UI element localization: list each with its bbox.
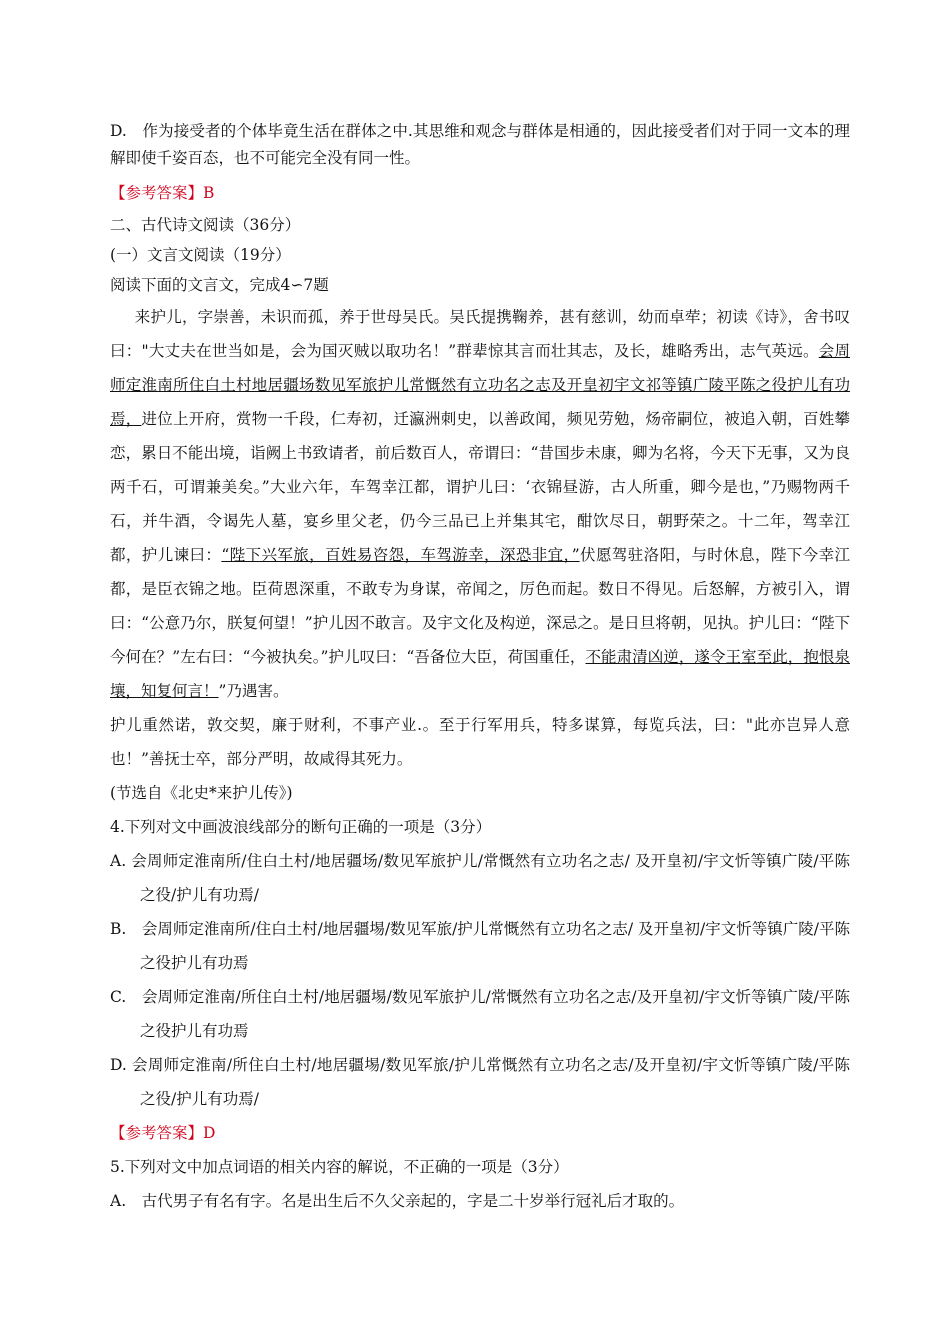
passage-paragraph-2: 护儿重然诺，敦交契，廉于财利，不事产业.。至于行军用兵，特多谋算，每览兵法，曰："此亦岂异人意也！”善抚士卒，部分严明，故咸得其死力。 [110,716,850,768]
question-5-stem: 5.下列对文中加点词语的相关内容的解说，不正确的一项是（3分） [110,1158,569,1176]
answer-value: B [203,184,215,202]
answer-line-1 [110,176,850,210]
underlined-quote: “陛下兴军旅，百姓易咨怨，车驾游幸，深恐非宜，” [221,546,580,564]
answer-value: D [203,1124,216,1142]
answer-line-2 [110,1116,850,1150]
question-4-option-d: D. 会周师定淮南/所住白土村/地居疆埸/数见军旅/护儿常慨然有立功名之志/及开皇初/宇文忻等镇广陵/平陈之役/护儿有功焉/ [110,1056,850,1108]
wavy-underlined-text: 会周师定淮南所住白土村地居疆场数见军旅护儿常慨然有立功名之志及开皇初宇文祁等镇广陵平陈之役护儿有功焉， [110,342,850,428]
question-4-option-b: B. 会周师定淮南所/住白土村/地居疆埸/数见军旅/护儿常慨然有立功名之志/ 及开皇初/宇文忻等镇广陵/平陈之役护儿有功焉 [110,920,850,972]
subsection-title: (一）文言文阅读（19分） [110,246,291,264]
passage-text: 进位上开府，赏物一千段，仁寿初，迁瀛洲刺史，以善政闻，频见劳勉，炀帝嗣位，被追入朝，百姓攀恋，累日不能出境，诣阙上书致请者，前后数百人，帝谓曰：“昔国步未康，卿为名将，今天下无事，又为良两千石，可谓兼美矣。”大业六年，车驾幸江都，谓护儿曰：‘衣锦昼游，古人所重，卿今是也，”乃赐物两千石，并牛酒，令谒先人墓，宴乡里父老，仍今三品已上并集其宅，酣饮尽日，朝野荣之。十二年，驾幸江都，护儿谏曰： [110,410,850,564]
passage-text: ”乃遇害。 [218,682,289,700]
question-4-option-a: A. 会周师定淮南所/住白土村/地居疆场/数见军旅护儿/常慨然有立功名之志/ 及开皇初/宇文忻等镇广陵/平陈之役/护儿有功焉/ [110,852,850,904]
instruction: 阅读下面的文言文，完成4∽7题 [110,276,329,294]
answer-label: 【参考答案】 [110,184,204,202]
passage-source: (节选自《北史*来护儿传》) [110,784,293,802]
passage-text: 来护儿，字崇善，未识而孤，养于世母吴氏。吴氏提携鞠养，甚有慈训，幼而卓荦；初读《诗》，舍书叹曰："大丈夫在世当如是，会为国灭贼以取功名！”群辈惊其言而壮其志，及长，雄略秀出，志气英远。 [110,308,850,360]
question-5-option-a: A. 古代男子有名有字。名是出生后不久父亲起的，字是二十岁举行冠礼后才取的。 [110,1192,685,1210]
section-title: 二、古代诗文阅读（36分） [110,216,301,234]
question-4-option-c: C. 会周师定淮南/所住白土村/地居疆埸/数见军旅护儿/常慨然有立功名之志/及开皇初/宇文忻等镇广陵/平陈之役护儿有功焉 [110,988,850,1040]
question-4-stem: 4.下列对文中画波浪线部分的断句正确的一项是（3分） [110,818,492,836]
passage-paragraph-1 [110,300,850,708]
document-page [110,118,850,1218]
answer-label: 【参考答案】 [110,1124,204,1142]
passage-text: 伏愿驾驻洛阳，与时休息，陛下今幸江都，是臣衣锦之地。臣荷恩深重，不敢专为身谋，帝闻之，厉色而起。数日不得见。后怒解，方被引入，谓曰：“公意乃尔，朕复何望！”护儿因不敢言。及宇文化及构逆，深忌之。是日旦将朝，见执。护儿曰：“陛下今何在？”左右曰：“今被执矣。”护儿叹曰：“吾备位大臣，荷国重任， [110,546,850,666]
option-d-previous: D. 作为接受者的个体毕竟生活在群体之中.其思维和观念与群体是相通的，因此接受者们对于同一文本的理解即使千姿百态，也不可能完全没有同一性。 [110,122,850,167]
underlined-sentence: 不能肃清凶逆，遂令王室至此，抱恨泉壤，知复何言！ [110,648,850,700]
